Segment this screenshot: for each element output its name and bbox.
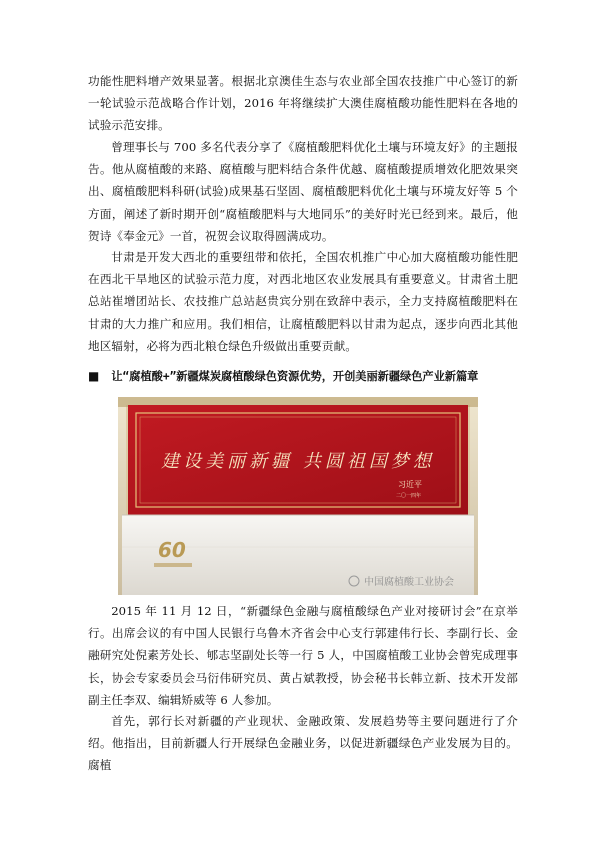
section-title: 让“腐植酸+”新疆煤炭腐植酸绿色资源优势，开创美丽新疆绿色产业新篇章	[111, 370, 479, 383]
emblem-60: 60	[158, 538, 186, 562]
square-bullet-icon: ■	[88, 369, 100, 383]
paragraph-2: 曾理事长与 700 多名代表分享了《腐植酸肥料优化土壤与环境友好》的主题报告。他从腐植酸的来路、腐植酸与肥料结合条件优越、腐植酸提质增效化肥效果突出、腐植酸肥料科研(试验)成果基石坚固、腐植酸肥料优化土壤与环境友好等 5 个方面，阐述了新时期开创“腐植酸肥料与大地同乐”的美好时光已经到来。最后，他贺诗《奉金元》一首，祝贺会议取得圆满成功。	[88, 140, 518, 243]
banner-calligraphy: 建设美丽新疆 共圆祖国梦想	[161, 451, 435, 472]
watermark-text: 中国腐植酸工业协会	[364, 577, 454, 588]
paragraph-4: 2015 年 11 月 12 日，“新疆绿色金融与腐植酸绿色产业对接研讨会”在京举行。出席会议的有中国人民银行乌鲁木齐省会中心支行郭建伟行长、李副行长、金融研究处倪素芳处长、郇志坚副处长等一行 5 人，中国腐植酸工业协会曾宪成理事长，协会专家委员会马衍伟研究员、黄占斌教授，协会秘书长韩立新、技术开发部副主任李双、编辑矫威等 6 人参加。	[88, 604, 518, 707]
section-heading	[88, 366, 528, 387]
banner-signature: 习近平	[398, 480, 422, 489]
banner-date: 二〇一四年	[396, 493, 422, 499]
event-photo-illustration	[118, 397, 478, 595]
paragraph-1: 功能性肥料增产效果显著。根据北京澳佳生态与农业部全国农技推广中心签订的新一轮试验示范战略合作计划，2016 年将继续扩大澳佳腐植酸功能性肥料在各地的试验示范安排。	[88, 74, 518, 133]
paragraph-3: 甘肃是开发大西北的重要纽带和依托，全国农机推广中心加大腐植酸功能性肥在西北干旱地区的试验示范力度，对西北地区农业发展具有重要意义。甘肃省土肥总站崔增团站长、农技推广总站赵贵宾分别在致辞中表示，全力支持腐植酸肥料在甘肃的大力推广和应用。我们相信，让腐植酸肥料以甘肃为起点，逐步向西北其他地区辐射，必将为西北粮仓绿色升级做出重要贡献。	[88, 250, 518, 353]
watermark	[349, 575, 454, 588]
paragraph-5: 首先，郭行长对新疆的产业现状、金融政策、发展趋势等主要问题进行了介绍。他指出，目前新疆人行开展绿色金融业务，以促进新疆绿色产业发展为目的。腐植	[88, 714, 518, 773]
event-photo	[118, 397, 478, 595]
